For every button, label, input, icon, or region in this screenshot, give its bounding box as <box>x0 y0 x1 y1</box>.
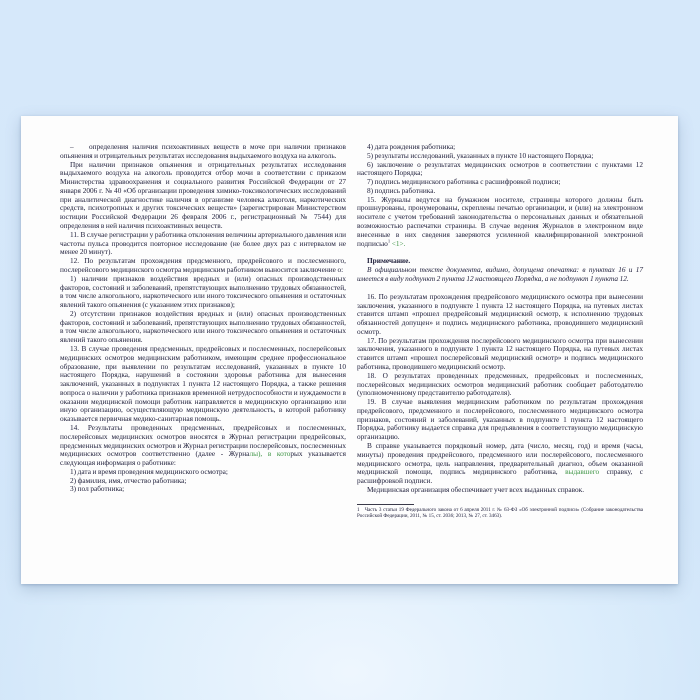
text-segment: 4) дата рождения работника; <box>367 142 456 151</box>
text-segment: 11. В случае регистрации у работника отклонения величины артериального давления или частоты пульса проводится повторное исследование (не более двух раз с интервалом не менее 20 минут). <box>60 229 346 257</box>
paragraph <box>357 442 643 486</box>
text-segment: – определения наличия психоактивных веществ в моче при наличии признаков опьянения и отрицательных результатах исследования выдыхаемого воздуха на алкоголь. <box>60 142 346 160</box>
paragraph <box>357 196 643 249</box>
paragraph <box>357 398 643 442</box>
paragraph <box>357 486 643 495</box>
paragraph <box>60 345 346 424</box>
document-page <box>21 116 678 584</box>
green-text: лы), в кото <box>249 449 291 459</box>
text-columns <box>21 116 678 584</box>
text-segment: 13. В случае проведения предсменных, предрейсовых и послесменных, послерейсовых медицинских осмотров медицинским работником, имеющим среднее профессиональное образование, при выявлении по результатам исследований, указанных в пункте 10 настоящего Порядка, нарушений в состоянии здоровья работника для вынесения заключений, указанных в подпунктах 1 пункта 12 настоящего Порядка, а также решения вопроса о наличии у работника признаков временной нетрудоспособности и нуждаемости в оказании медицинской помощи работник направляется в медицинскую организацию или иную организацию, осуществляющую медицинскую деятельность, в которой работнику оказывается первичная медико-санитарная помощь. <box>60 343 346 424</box>
text-segment: 18. О результатах проведенных предсменных, предрейсовых и послесменных, послерейсовых медицинских осмотров медицинский работник сообщает работодателю (уполномоченному представителю работодателя). <box>357 370 643 398</box>
text-segment: 6) заключение о результатах медицинских осмотров в соответствии с пунктами 12 настоящего Порядка; <box>357 159 643 178</box>
paragraph <box>60 424 346 468</box>
paragraph <box>60 275 346 310</box>
text-segment: 3) пол работника; <box>70 484 125 494</box>
green-text: <1>. <box>390 238 406 248</box>
footnote <box>357 504 643 520</box>
text-segment: 1) наличии признаков воздействия вредных и (или) опасных производственных факторов, состояний и заболеваний, препятствующих выполнению трудовых обязанностей, в том числе алкогольного, наркотического или иного токсического опьянения и остаточных явлений такого опьянения (с указанием этих признаков); <box>60 273 346 310</box>
text-column-left <box>60 143 346 584</box>
text-segment: Примечание. <box>367 256 411 266</box>
text-segment: 2) отсутствии признаков воздействия вредных и (или) опасных производственных факторов, состояний и заболеваний, препятствующих выполнению трудовых обязанностей, в том числе алкогольного, наркотического или иного токсического опьянения и остаточных явлений такого опьянения. <box>60 308 346 345</box>
text-segment: 8) подпись работника. <box>367 185 436 195</box>
text-segment: справку, с расшифровкой подписи. <box>357 467 643 486</box>
text-segment: 12. По результатам прохождения предсменного, предрейсового и послесменного, послерейсового медицинского осмотра медицинским работником выносится заключение о: <box>60 256 346 274</box>
text-segment: 14. Результаты проведенных предсменных, предрейсовых и послесменных, послерейсовых медицинских осмотров вносятся в Журнал регистрации предрейсовых, предсменных медицинских осмотров и Журнал регистрации послерейсовых, послесменных медицинских осмотров соответственно (далее - Журна <box>60 423 346 459</box>
text-segment: При наличии признаков опьянения и отрицательных результатах исследования выдыхаемого воздуха на алкоголь проводится отбор мочи в соответствии с приказом Министерства здравоохранения и социального развития Российской Федерации от 27 января 2006 г. № 40 «Об организации проведения химико-токсикологических исследований при аналитической диагностике наличия в организме человека алкоголя, наркотических средств, психотропных и других токсических веществ» (зарегистрирован Министерством юстиции Российской Федерации 26 февраля 2006 г., регистрационный № 7544) для определения в ней наличия психоактивных веществ. <box>60 159 346 231</box>
paragraph <box>60 257 346 275</box>
text-segment: рых указывается следующая информация о работнике: <box>60 449 346 468</box>
text-segment: 1) дата и время проведения медицинского осмотра; <box>70 466 228 476</box>
text-segment: 19. В случае выявления медицинским работником по результатам прохождения предрейсового, предсменного и послерейсового, послесменного медицинского осмотра признаков, состояний и заболеваний, указанных в подпункте 1 пункта 12 настоящего Порядка, работнику выдается справка для предъявления в соответствующую медицинскую организацию. <box>357 397 643 442</box>
text-segment: В справке указывается порядковый номер, дата (число, месяц, год) и время (часы, минуты) проведения предрейсового, предсменного или послерейсового, послесменного медицинского осмотра, цель направления, предварительный диагноз, объем оказанной медицинской помощи, подпись медицинского работника, <box>357 441 643 477</box>
footnote-marker: 1 <box>387 238 391 244</box>
text-segment: В официальном тексте документа, видимо, допущена опечатка: в пунктах 16 и 17 имеется в виду подпункт 2 пункта 12 настоящего Порядка, а не подпункт 1 пункта 12. <box>357 265 643 283</box>
paragraph <box>60 161 346 231</box>
paragraph <box>60 310 346 345</box>
text-segment: 7) подпись медицинского работника с расшифровкой подписи; <box>367 177 561 187</box>
text-segment: 17. По результатам прохождения послерейсового медицинского осмотра при вынесении заключения, указанного в подпункте 1 пункта 12 настоящего Порядка, на путевых листах ставится штамп «прошел послерейсовый медицинский осмотр» и подпись медицинского работника, проводившего медицинский осмотр. <box>357 335 643 371</box>
text-column-right <box>357 143 643 584</box>
text-segment: 5) результаты исследований, указанных в пункте 10 настоящего Порядка; <box>367 150 594 160</box>
paragraph <box>60 231 346 257</box>
footnote-text <box>357 507 643 520</box>
paragraph <box>357 337 643 372</box>
paragraph <box>60 485 346 494</box>
text-segment: 2) фамилия, имя, отчество работника; <box>70 475 187 485</box>
text-segment: 16. По результатам прохождения предрейсового медицинского осмотра при вынесении заключения, указанного в подпункте 1 пункта 12 настоящего Порядка, на путевых листах ставится штамп «прошел предрейсовый медицинский осмотр, к исполнению трудовых обязанностей допущен» и подпись медицинского работника, проводившего медицинский осмотр. <box>357 291 643 336</box>
text-segment: 1 Часть 3 статьи 19 Федерального закона от 6 апреля 2011 г. № 63-ФЗ «Об электронной подписи» (Собрание законодательства Российской Федерации, 2011, № 15, ст. 2036; 2013, № 27, ст. 3463). <box>357 507 643 520</box>
paragraph <box>60 143 346 161</box>
text-segment: 15. Журналы ведутся на бумажном носителе, страницы которого должны быть прошнурованы, пронумерованы, скреплены печатью организации, и (или) на электронном носителе с учетом требований законодательства о персональных данных и обязательной возможностью распечатки страницы. В случае ведения Журналов в электронном виде внесенные в них сведения заверяются усиленной квалифицированной электронной подписью <box>357 194 643 248</box>
text-segment: Медицинская организация обеспечивает учет всех выданных справок. <box>367 484 585 494</box>
footnote-rule <box>357 504 414 505</box>
paragraph <box>357 372 643 398</box>
paragraph <box>357 293 643 337</box>
note-text <box>357 266 643 284</box>
paragraph <box>357 161 643 179</box>
green-text: выдавшего <box>565 467 600 477</box>
